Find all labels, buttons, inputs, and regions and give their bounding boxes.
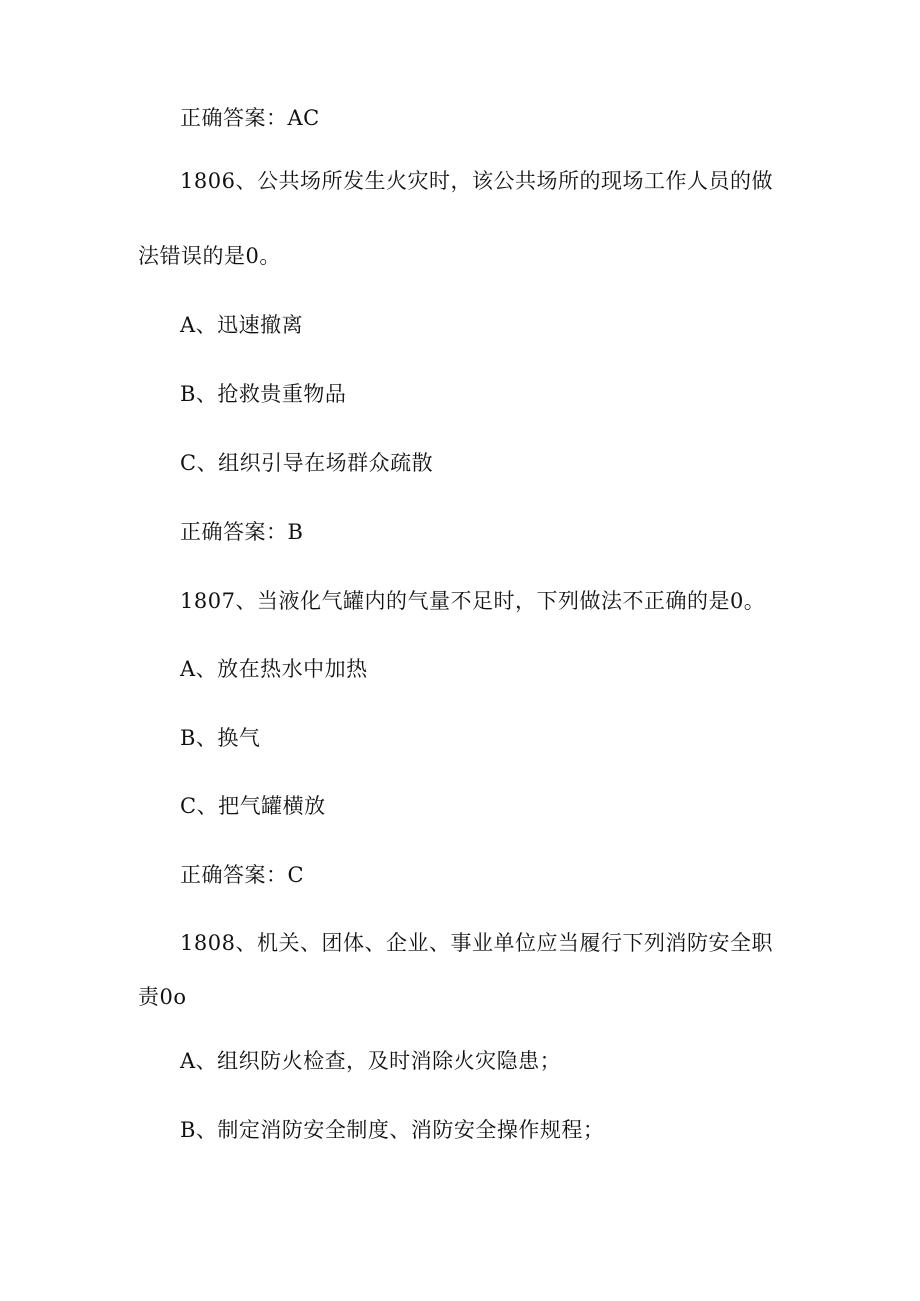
question-1808-stem-line2: 责0o	[138, 985, 187, 1009]
question-1808-stem-line1: 1808、机关、团体、企业、事业单位应当履行下列消防安全职	[180, 931, 773, 955]
question-1806-stem-line2: 法错误的是0。	[138, 244, 281, 268]
question-1807-option-a: A、放在热水中加热	[180, 657, 368, 681]
question-1808-option-b: B、制定消防安全制度、消防安全操作规程；	[180, 1118, 605, 1142]
question-1807-option-b: B、换气	[180, 726, 261, 750]
question-1808-option-a: A、组织防火检查，及时消除火灾隐患；	[180, 1049, 562, 1073]
answer-1806: 正确答案：B	[180, 520, 304, 544]
answer-1807: 正确答案：C	[180, 863, 305, 887]
question-1806-option-a: A、迅速撤离	[180, 313, 304, 337]
question-1807-option-c: C、把气罐横放	[180, 794, 326, 818]
question-1806-option-b: B、抢救贵重物品	[180, 382, 347, 406]
question-1806-stem-line1: 1806、公共场所发生火灾时，该公共场所的现场工作人员的做	[180, 169, 773, 193]
question-1807-stem: 1807、当液化气罐内的气量不足时，下列做法不正确的是0。	[180, 589, 766, 613]
answer-1805: 正确答案：AC	[180, 106, 320, 130]
question-1806-option-c: C、组织引导在场群众疏散	[180, 451, 434, 475]
